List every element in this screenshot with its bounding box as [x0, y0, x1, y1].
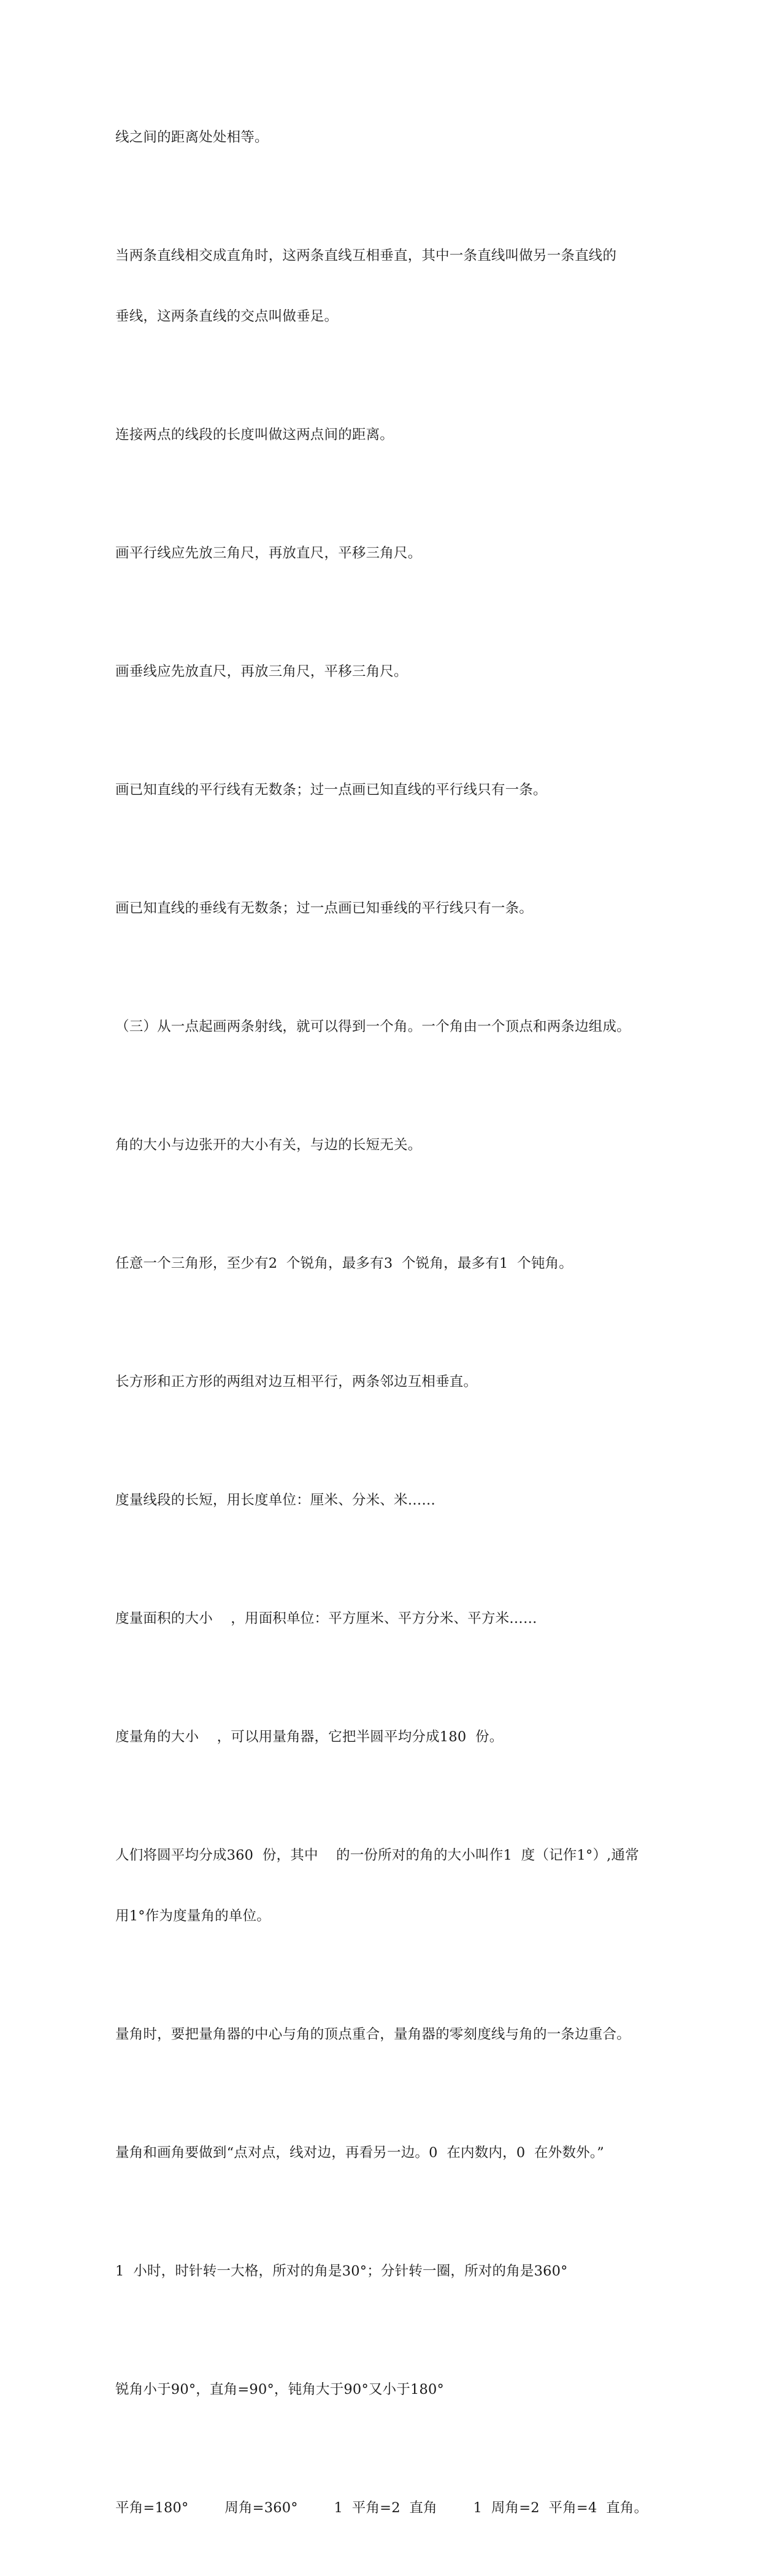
paragraph-line: 锐角小于90°，直角=90°，钝角大于90°又小于180° [115, 2382, 444, 2398]
paragraph-4 [115, 503, 667, 604]
paragraph-line: 连接两点的线段的长度叫做这两点间的距离。 [115, 427, 394, 443]
paragraph-1 [115, 87, 667, 188]
paragraph-10 [115, 1213, 667, 1314]
paragraph-16 [115, 1984, 667, 2085]
paragraph-line: （三）从一点起画两条射线，就可以得到一个角。一个角由一个顶点和两条边组成。 [115, 1019, 631, 1035]
paragraph-20 [115, 2458, 667, 2559]
paragraph-line: 用1°作为度量角的单位。 [115, 1908, 270, 1924]
paragraph-8 [115, 976, 667, 1078]
paragraph-2 [115, 205, 667, 367]
paragraph-line: 画已知直线的垂线有无数条；过一点画已知垂线的平行线只有一条。 [115, 900, 534, 916]
paragraph-line: 画平行线应先放三角尺，再放直尺，平移三角尺。 [115, 545, 422, 561]
paragraph-6 [115, 740, 667, 841]
paragraph-13 [115, 1568, 667, 1669]
document-body [115, 87, 667, 2576]
paragraph-9 [115, 1095, 667, 1196]
paragraph-3 [115, 385, 667, 486]
paragraph-14 [115, 1687, 667, 1788]
paragraph-line: 任意一个三角形，至少有2 个锐角，最多有3 个锐角，最多有1 个钝角。 [115, 1255, 573, 1271]
paragraph-line: 画垂线应先放直尺，再放三角尺，平移三角尺。 [115, 664, 408, 680]
paragraph-18 [115, 2221, 667, 2322]
paragraph-12 [115, 1450, 667, 1551]
paragraph-7 [115, 858, 667, 959]
paragraph-line: 垂线，这两条直线的交点叫做垂足。 [115, 309, 339, 324]
paragraph-line: 度量角的大小 ，可以用量角器，它把半圆平均分成180 份。 [115, 1729, 504, 1745]
paragraph-19 [115, 2339, 667, 2440]
paragraph-line: 角的大小与边张开的大小有关，与边的长短无关。 [115, 1137, 422, 1153]
paragraph-line: 当两条直线相交成直角时，这两条直线互相垂直，其中一条直线叫做另一条直线的 [115, 248, 617, 264]
paragraph-line: 画已知直线的平行线有无数条；过一点画已知直线的平行线只有一条。 [115, 782, 547, 798]
paragraph-5 [115, 621, 667, 723]
paragraph-line: 人们将圆平均分成360 份，其中 的一份所对的角的大小叫作1 度（记作1°）,通常 [115, 1847, 639, 1863]
paragraph-line: 量角时，要把量角器的中心与角的顶点重合，量角器的零刻度线与角的一条边重合。 [115, 2026, 631, 2042]
paragraph-17 [115, 2103, 667, 2204]
paragraph-line: 平角=180° 周角=360° 1 平角=2 直角 1 周角=2 平角=4 直角。 [115, 2500, 648, 2516]
paragraph-line: 度量面积的大小 ，用面积单位：平方厘米、平方分米、平方米…… [115, 1611, 537, 1627]
paragraph-line: 长方形和正方形的两组对边互相平行，两条邻边互相垂直。 [115, 1374, 478, 1390]
paragraph-line: 1 小时，时针转一大格，所对的角是30°；分针转一圈，所对的角是360° [115, 2263, 568, 2279]
paragraph-15 [115, 1805, 667, 1967]
paragraph-line: 度量线段的长短，用长度单位：厘米、分米、米…… [115, 1492, 436, 1508]
paragraph-line: 量角和画角要做到“点对点，线对边，再看另一边。0 在内数内，0 在外数外。” [115, 2145, 604, 2161]
paragraph-line: 线之间的距离处处相等。 [115, 129, 269, 145]
paragraph-11 [115, 1332, 667, 1433]
